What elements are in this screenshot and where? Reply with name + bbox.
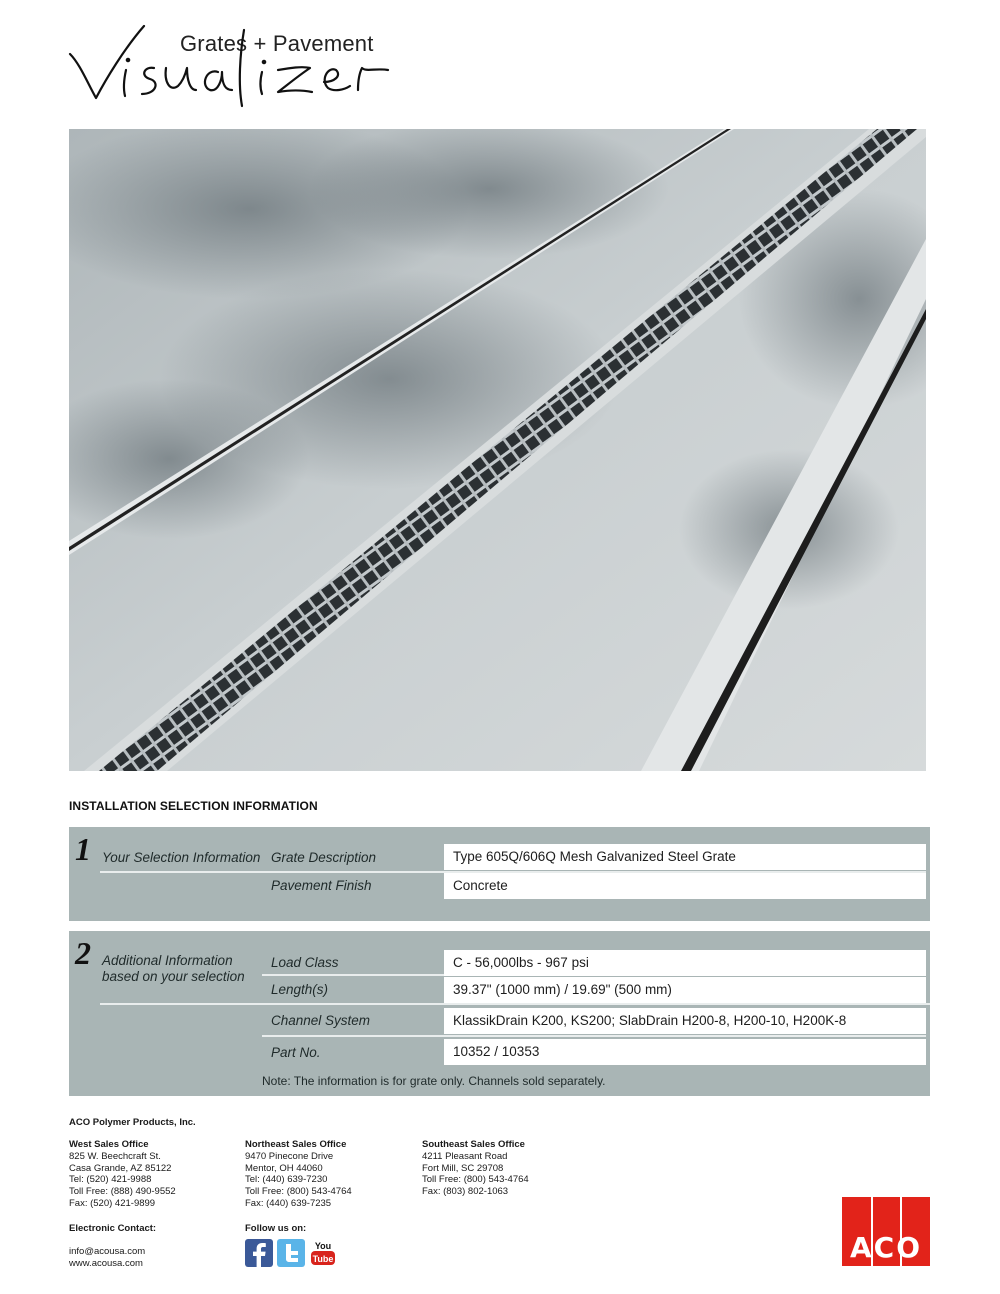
office-title: Southeast Sales Office <box>422 1139 525 1150</box>
hero-scene <box>69 129 926 771</box>
northeast-sales-office <box>245 1139 352 1210</box>
address-line: Mentor, OH 44060 <box>245 1162 323 1174</box>
row-label: Pavement Finish <box>271 878 372 893</box>
hero-image-trench-grate <box>69 129 926 771</box>
length-value: 39.37" (1000 mm) / 19.69" (500 mm) <box>444 977 926 1003</box>
divider <box>100 1003 930 1005</box>
row-label: Grate Description <box>271 850 377 865</box>
website-link[interactable]: www.acousa.com <box>69 1258 143 1269</box>
additional-info-panel <box>69 931 930 1096</box>
southeast-sales-office <box>422 1139 529 1198</box>
section-heading: INSTALLATION SELECTION INFORMATION <box>69 799 318 813</box>
row-label: Channel System <box>271 1013 371 1028</box>
panel-heading: Your Selection Information <box>102 850 261 865</box>
row-label: Length(s) <box>271 982 329 997</box>
office-title: Northeast Sales Office <box>245 1139 347 1150</box>
divider <box>262 1035 926 1037</box>
aco-logo <box>842 1197 930 1266</box>
fax-line: Fax: (440) 639-7235 <box>245 1197 332 1209</box>
svg-text:Tube: Tube <box>312 1254 334 1264</box>
address-line: Casa Grande, AZ 85122 <box>69 1162 172 1174</box>
west-sales-office <box>69 1139 176 1210</box>
phone-line: Tel: (520) 421-9988 <box>69 1174 152 1186</box>
fax-line: Fax: (803) 802-1063 <box>422 1186 509 1198</box>
section-number: 2 <box>75 935 91 971</box>
address-line: Fort Mill, SC 29708 <box>422 1162 504 1174</box>
follow-us-label: Follow us on: <box>245 1223 307 1234</box>
phone-line: Tel: (440) 639-7230 <box>245 1174 328 1186</box>
fax-line: Fax: (520) 421-9899 <box>69 1197 156 1209</box>
electronic-contact-label: Electronic Contact: <box>69 1223 157 1234</box>
office-title: West Sales Office <box>69 1139 149 1150</box>
youtube-label: You <box>314 1241 332 1251</box>
note-text: Note: The information is for grate only. Channels sold separately. <box>262 1074 606 1088</box>
subtitle: Grates + Pavement <box>180 31 374 56</box>
row-label: Load Class <box>271 955 339 970</box>
section-number: 1 <box>75 831 91 867</box>
email-link[interactable]: info@acousa.com <box>69 1246 146 1257</box>
address-line: 825 W. Beechcraft St. <box>69 1150 161 1162</box>
script-title-logo <box>66 24 396 119</box>
load-class-value: C - 56,000lbs - 967 psi <box>444 950 926 976</box>
facebook-icon[interactable] <box>245 1239 273 1267</box>
youtube-icon[interactable] <box>309 1239 337 1267</box>
twitter-icon[interactable] <box>277 1239 305 1267</box>
phone-line: Toll Free: (800) 543-4764 <box>422 1174 529 1186</box>
panel-heading-line2: based on your selection <box>102 969 245 984</box>
phone-line: Toll Free: (800) 543-4764 <box>245 1186 352 1198</box>
selection-info-panel <box>69 827 930 921</box>
address-line: 9470 Pinecone Drive <box>245 1150 334 1162</box>
part-number-value: 10352 / 10353 <box>444 1039 926 1065</box>
channel-system-value: KlassikDrain K200, KS200; SlabDrain H200-8, H200-10, H200K-8 <box>444 1008 926 1034</box>
row-label: Part No. <box>271 1045 321 1060</box>
pavement-finish-value: Concrete <box>444 873 926 899</box>
panel-heading-line1: Additional Information <box>102 953 233 968</box>
grate-description-value: Type 605Q/606Q Mesh Galvanized Steel Grate <box>444 844 926 870</box>
company-name: ACO Polymer Products, Inc. <box>69 1117 196 1128</box>
address-line: 4211 Pleasant Road <box>422 1150 508 1162</box>
aco-logo-text: ACO <box>849 1231 923 1264</box>
phone-line: Toll Free: (888) 490-9552 <box>69 1186 176 1198</box>
